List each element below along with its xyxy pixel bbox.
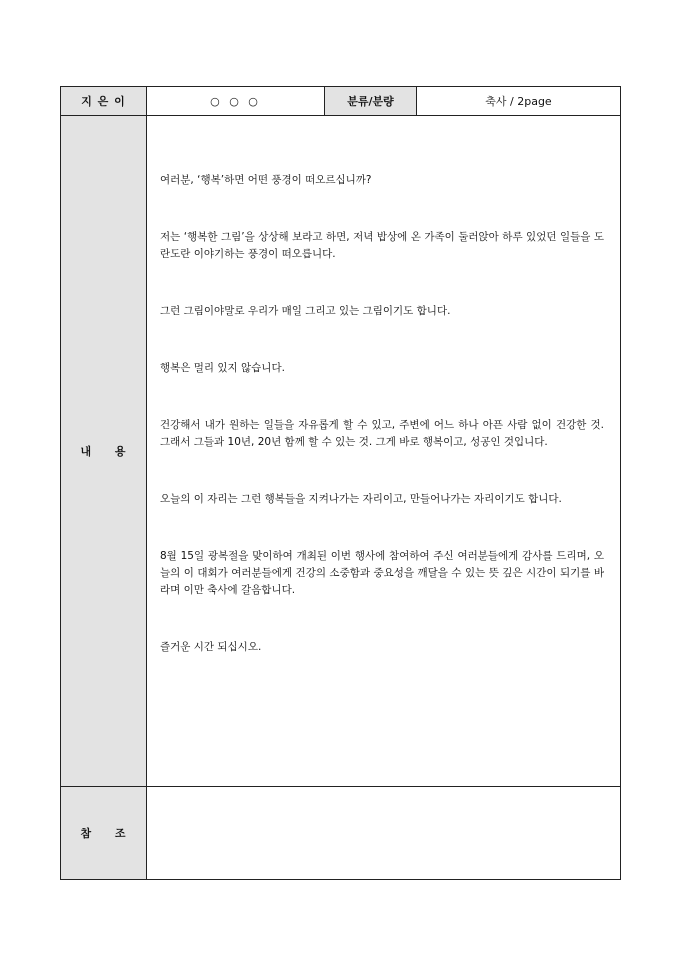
content-paragraph: 즐거운 시간 되십시오.: [160, 641, 262, 653]
content-body: [147, 116, 621, 787]
header-row: [61, 87, 621, 116]
content-label: [61, 116, 147, 787]
content-row: [61, 116, 621, 787]
content-paragraph: 그런 그림이야말로 우리가 매일 그리고 있는 그림이기도 합니다.: [160, 305, 451, 317]
content-paragraph: 건강해서 내가 원하는 일들을 자유롭게 할 수 있고, 주변에 어느 하나 아픈 사람 없이 건강한 것. 그래서 그들과 10년, 20년 함께 할 수 있는 것. 그게 바로 행복이고, 성공인 것입니다.: [160, 419, 604, 448]
category-label: [325, 87, 417, 116]
author-label-text: 지 은 이: [81, 95, 126, 108]
category-value-text: 축사 / 2page: [485, 95, 552, 108]
document-form-table: [60, 86, 621, 880]
content-paragraph: 여러분, ‘행복’하면 어떤 풍경이 떠오르십니까?: [160, 174, 372, 186]
reference-body: [147, 787, 621, 880]
content-paragraph: 8월 15일 광복절을 맞이하여 개최된 이번 행사에 참여하여 주신 여러분들에게 감사를 드리며, 오늘의 이 대회가 여러분들에게 건강의 소중함과 중요성을 깨달을 수 있는 뜻 깊은 시간이 되기를 바라며 이만 축사에 갈음합니다.: [160, 550, 604, 596]
content-paragraph: 행복은 멀리 있지 않습니다.: [160, 362, 285, 374]
author-value: [147, 87, 325, 116]
reference-row: [61, 787, 621, 880]
category-label-text: 분류/분량: [347, 95, 394, 108]
reference-label: [61, 787, 147, 880]
author-value-text: ○ ○ ○: [210, 94, 261, 108]
content-paragraph: 저는 ‘행복한 그림’을 상상해 보라고 하면, 저녁 밥상에 온 가족이 둘러앉아 하루 있었던 일들을 도란도란 이야기하는 풍경이 떠오릅니다.: [160, 231, 604, 260]
author-label: [61, 87, 147, 116]
content-paragraph: 오늘의 이 자리는 그런 행복들을 지켜나가는 자리이고, 만들어나가는 자리이기도 합니다.: [160, 493, 562, 505]
category-value: [417, 87, 621, 116]
content-label-text: 내 용: [80, 445, 127, 458]
reference-label-text: 참 조: [80, 827, 127, 840]
